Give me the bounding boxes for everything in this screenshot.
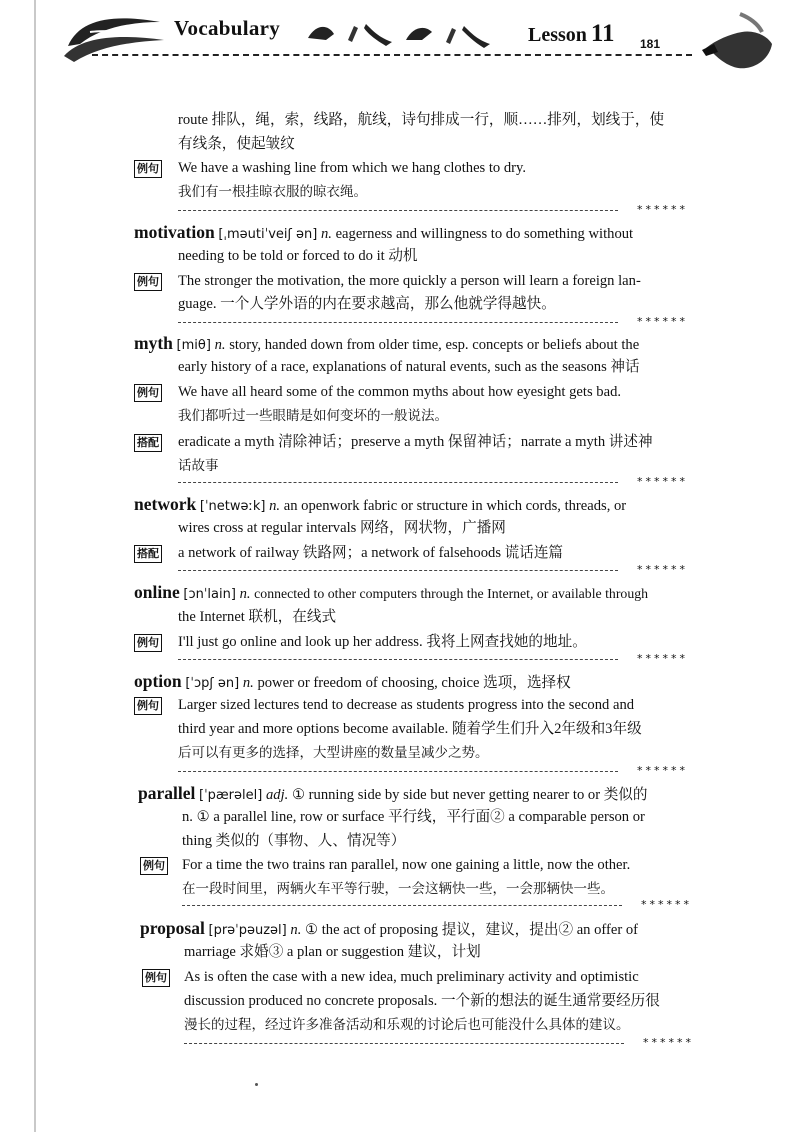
route-definition-line1: route 排队，绳，索，线路，航线，诗句排成一行，顺……排列，划线于，使 <box>178 112 665 128</box>
part-of-speech: n. <box>290 922 302 938</box>
headword: option <box>134 671 182 691</box>
myth-collocation-line1: eradicate a myth 清除神话；preserve a myth 保留神话；narrate a myth 讲述神 <box>178 434 653 450</box>
parallel-example-zh: 在一段时间里，两辆火车平等行驶，一会这辆快一些，一会那辆快一些。 <box>182 881 614 897</box>
entry-separator: ****** <box>178 655 688 665</box>
header-lesson <box>528 20 615 48</box>
headword: myth <box>134 333 173 353</box>
entry-headline-network <box>134 494 626 517</box>
entry-separator: ****** <box>178 478 688 488</box>
page-number: 181 <box>640 37 661 51</box>
phonetic: [ɔnˈlain] <box>183 587 236 602</box>
parallel-example-en: For a time the two trains ran parallel, now one gaining a little, now the other. <box>182 857 631 873</box>
route-example-zh: 我们有一根挂晾衣服的晾衣绳。 <box>178 184 367 200</box>
online-definition-line2: the Internet 联机，在线式 <box>178 609 337 625</box>
example-tag: 例句 <box>134 160 162 178</box>
lesson-number: 11 <box>590 20 615 47</box>
example-tag: 例句 <box>142 969 170 987</box>
proposal-definition-line2: marriage 求婚③ a plan or suggestion 建议，计划 <box>184 944 481 960</box>
online-example: I'll just go online and look up her address. 我将上网查找她的地址。 <box>178 634 587 650</box>
myth-definition-line2: early history of a race, explanations of natural events, such as the seasons 神话 <box>178 359 640 375</box>
part-of-speech: n. <box>214 337 226 353</box>
option-example-line3: 后可以有更多的选择，大型讲座的数量呈减少之势。 <box>178 745 489 761</box>
definition: ① running side by side but never getting nearer to or 类似的 <box>291 787 648 803</box>
lesson-label: Lesson <box>528 24 587 46</box>
definition: an openwork fabric or structure in which cords, threads, or <box>283 498 627 514</box>
definition: power or freedom of choosing, choice 选项，选择权 <box>257 675 571 691</box>
route-example-en: We have a washing line from which we hang clothes to dry. <box>178 160 527 176</box>
option-example-line2: third year and more options become available. 随着学生们升入2年级和3年级 <box>178 721 642 737</box>
entry-separator: ****** <box>178 767 688 777</box>
pointing-hand-icon <box>700 4 780 84</box>
network-collocation: a network of railway 铁路网；a network of falsehoods 谎话连篇 <box>178 545 564 561</box>
parallel-definition-line3: thing 类似的（事物、人、情况等） <box>182 833 406 849</box>
swirl-ornament-icon <box>60 8 170 68</box>
motivation-example-line2: guage. 一个人学外语的内在要求越高，那么他就学得越快。 <box>178 296 556 312</box>
myth-collocation-line2: 话故事 <box>178 458 219 474</box>
scan-speck <box>255 1083 258 1086</box>
entry-headline-proposal <box>140 918 638 941</box>
collocation-tag: 搭配 <box>134 434 162 452</box>
entry-separator: ****** <box>178 566 688 576</box>
entry-separator: ****** <box>184 1039 694 1049</box>
motivation-definition-line2: needing to be told or forced to do it 动机 <box>178 248 418 264</box>
headword: proposal <box>140 918 205 938</box>
page-header <box>0 0 800 95</box>
phonetic: [ˈɔpʃ ən] <box>185 676 240 691</box>
collocation-tag: 搭配 <box>134 545 162 563</box>
header-title: Vocabulary <box>174 16 281 40</box>
part-of-speech: n. <box>242 675 254 691</box>
proposal-example-line1: As is often the case with a new idea, much preliminary activity and optimistic <box>184 969 639 985</box>
myth-example-zh: 我们都听过一些眼睛是如何变坏的一般说法。 <box>178 408 448 424</box>
example-tag: 例句 <box>134 697 162 715</box>
headword: parallel <box>138 783 196 803</box>
example-tag: 例句 <box>134 634 162 652</box>
part-of-speech: n. <box>269 498 281 514</box>
part-of-speech: adj. <box>265 787 289 803</box>
header-dashed-rule <box>92 54 692 56</box>
motivation-example-line1: The stronger the motivation, the more quickly a person will learn a foreign lan- <box>178 273 641 289</box>
definition: ① the act of proposing 提议，建议，提出② an offer of <box>305 922 639 938</box>
entry-separator: ****** <box>182 901 692 911</box>
book-spine-shadow <box>34 0 36 1132</box>
definition: connected to other computers through the Internet, or available through <box>254 586 649 601</box>
proposal-example-line3: 漫长的过程，经过许多准备活动和乐观的讨论后也可能没什么具体的建议。 <box>184 1017 630 1033</box>
definition: eagerness and willingness to do something without <box>335 226 634 242</box>
entry-separator: ****** <box>178 206 688 216</box>
entry-headline-online <box>134 582 648 605</box>
example-tag: 例句 <box>134 384 162 402</box>
phonetic: [ˈnetwəːk] <box>199 499 266 514</box>
part-of-speech: n. <box>320 226 332 242</box>
phonetic: [ˈpærəlel] <box>199 788 263 803</box>
entry-headline-parallel <box>138 783 648 806</box>
route-definition-line2: 有线条，使起皱纹 <box>178 136 295 152</box>
headword: motivation <box>134 222 215 242</box>
entry-separator: ****** <box>178 318 688 328</box>
parallel-definition-line2: n. ① a parallel line, row or surface 平行线，平行面② a comparable person or <box>182 809 645 825</box>
headword: online <box>134 582 180 602</box>
example-tag: 例句 <box>134 273 162 291</box>
definition: story, handed down from older time, esp. concepts or beliefs about the <box>229 337 640 353</box>
decorative-brush-icons <box>302 14 502 50</box>
entry-headline-motivation <box>134 222 633 245</box>
myth-example-en: We have all heard some of the common myths about how eyesight gets bad. <box>178 384 622 400</box>
phonetic: [prəˈpəuzəl] <box>208 923 287 938</box>
part-of-speech: n. <box>239 586 251 602</box>
phonetic: [ˌməutiˈveiʃ ən] <box>218 227 318 242</box>
entry-headline-option <box>134 671 571 694</box>
phonetic: [miθ] <box>176 338 211 353</box>
entry-headline-myth <box>134 333 639 356</box>
network-definition-line2: wires cross at regular intervals 网络，网状物，广播网 <box>178 520 506 536</box>
proposal-example-line2: discussion produced no concrete proposals. 一个新的想法的诞生通常要经历很 <box>184 993 660 1009</box>
example-tag: 例句 <box>140 857 168 875</box>
headword: network <box>134 494 197 514</box>
option-example-line1: Larger sized lectures tend to decrease as students progress into the second and <box>178 697 635 713</box>
